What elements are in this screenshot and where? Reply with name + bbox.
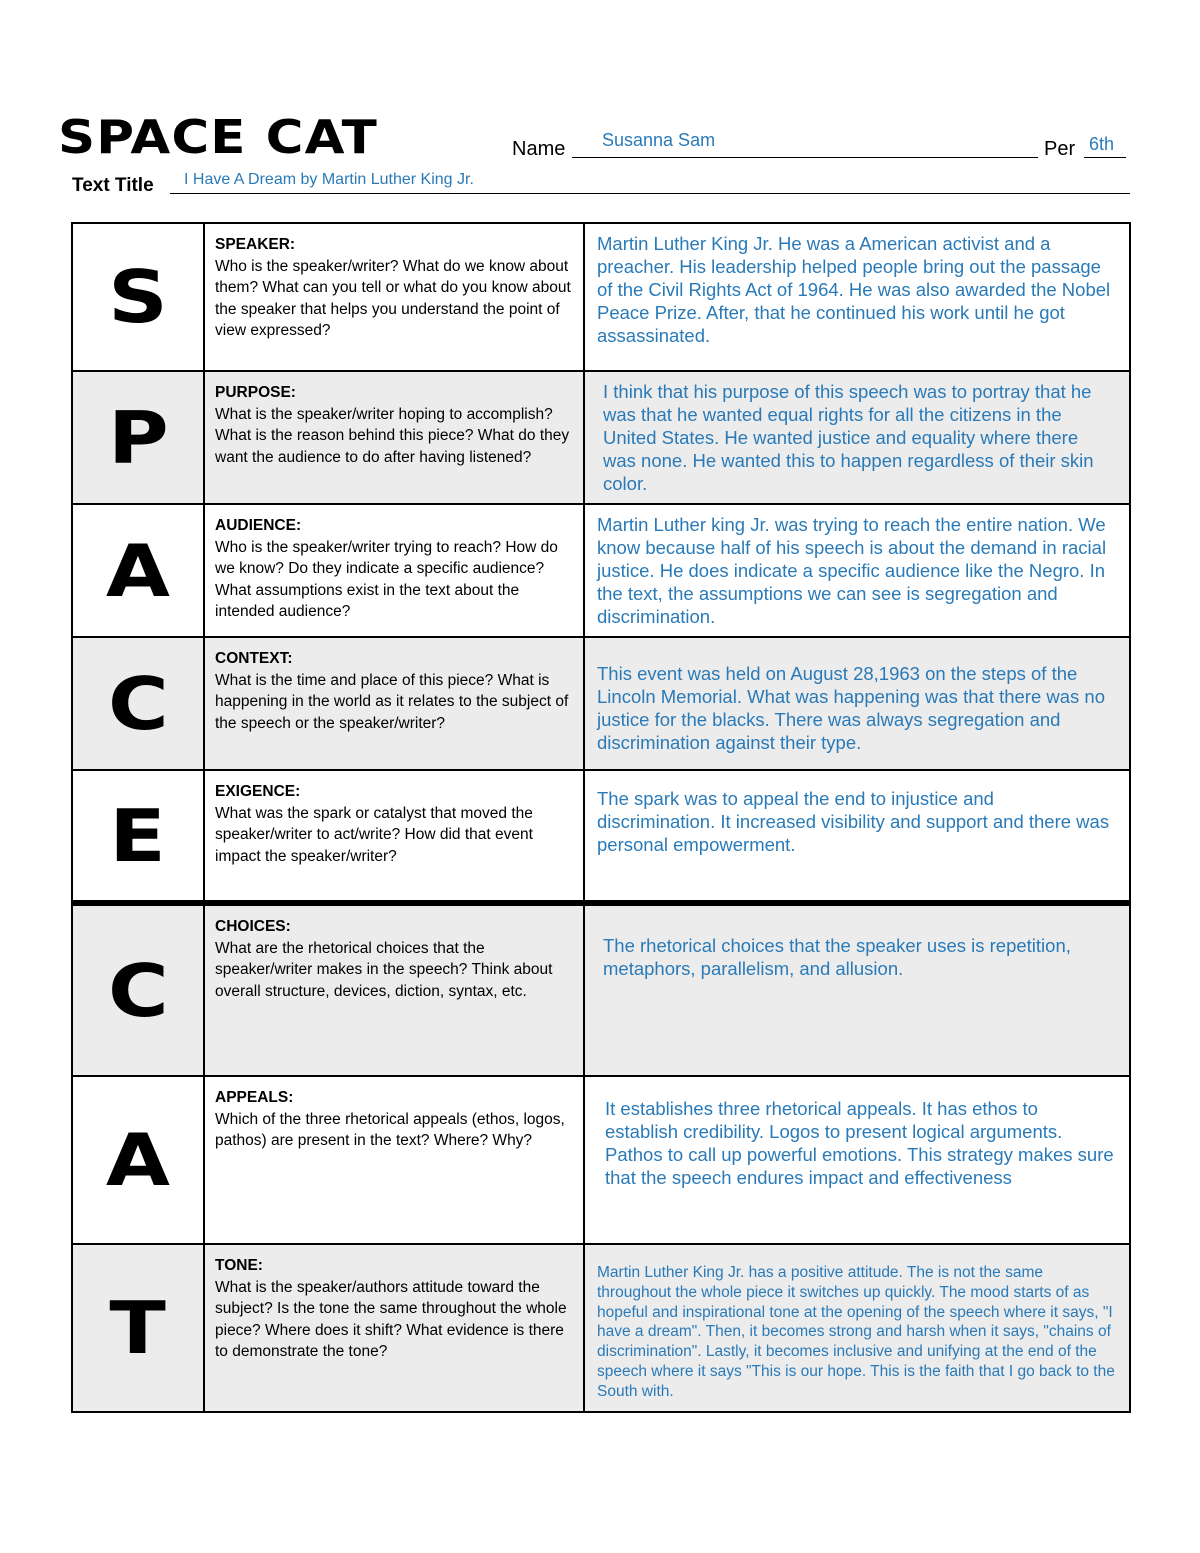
row-prompt xyxy=(204,371,584,504)
row-speaker xyxy=(72,223,1130,371)
row-answer[interactable]: This event was held on August 28,1963 on the steps of the Lincoln Memorial. What was happening was that there was no justice for the blacks. There was always segregation and discrimination against their type. xyxy=(584,637,1130,770)
row-prompt xyxy=(204,1244,584,1412)
period-label: Per xyxy=(1044,138,1076,160)
row-answer[interactable]: Martin Luther king Jr. was trying to reach the entire nation. We know because half of his speech is about the demand in racial justice. He does indicate a specific audience like the Negro. In the text, the assumptions we can see is segregation and discrimination. xyxy=(584,504,1130,637)
row-letter: A xyxy=(72,504,204,637)
row-answer[interactable]: I think that his purpose of this speech was to portray that he was that he wanted equal rights for all the citizens in the United States. He wanted justice and equality where there was none. He wanted this to happen regardless of their skin color. xyxy=(584,371,1130,504)
row-context xyxy=(72,637,1130,770)
row-question: What was the spark or catalyst that moved the speaker/writer to act/write? How did that event impact the speaker/writer? xyxy=(215,804,533,865)
row-exigence xyxy=(72,770,1130,903)
row-prompt xyxy=(204,637,584,770)
row-question: What is the speaker/writer hoping to accomplish? What is the reason behind this piece? What do they want the audience to do after having listened? xyxy=(215,405,570,466)
text-title-line xyxy=(170,193,1130,194)
row-question: What is the speaker/authors attitude toward the subject? Is the tone the same throughout the whole piece? Where does it shift? What evidence is there to demonstrate the tone? xyxy=(215,1278,567,1360)
row-choices xyxy=(72,903,1130,1076)
row-audience xyxy=(72,504,1130,637)
space-cat-logo: SPACE CAT xyxy=(58,110,378,164)
name-field[interactable]: Susanna Sam xyxy=(602,130,716,150)
row-answer[interactable]: Martin Luther King Jr. He was a American activist and a preacher. His leadership helped people bring out the passage of the Civil Rights Act of 1964. He was also awarded the Nobel Peace Prize. After, that he continued his work until he got assassinated. xyxy=(584,223,1130,371)
row-heading: PURPOSE: xyxy=(215,384,296,401)
row-heading: AUDIENCE: xyxy=(215,517,302,534)
text-title-label: Text Title xyxy=(72,175,154,196)
row-letter: S xyxy=(72,223,204,371)
row-heading: CONTEXT: xyxy=(215,650,293,667)
row-question: What are the rhetorical choices that the speaker/writer makes in the speech? Think about overall structure, devices, diction, syntax, etc. xyxy=(215,939,553,1000)
text-title-field[interactable]: I Have A Dream by Martin Luther King Jr. xyxy=(184,171,474,188)
row-heading: SPEAKER: xyxy=(215,236,296,253)
row-heading: TONE: xyxy=(215,1257,263,1274)
row-question: What is the time and place of this piece? What is happening in the world as it relates to the subject of the speech or the speaker/writer? xyxy=(215,671,569,732)
row-question: Who is the speaker/writer? What do we know about them? What can you tell or what do you know about the speaker that helps you understand the point of view expressed? xyxy=(215,257,571,339)
row-prompt xyxy=(204,770,584,903)
row-letter: P xyxy=(72,371,204,504)
row-heading: EXIGENCE: xyxy=(215,783,301,800)
row-letter: C xyxy=(72,637,204,770)
row-appeals xyxy=(72,1076,1130,1244)
period-field[interactable]: 6th xyxy=(1089,134,1115,154)
row-purpose xyxy=(72,371,1130,504)
row-heading: CHOICES: xyxy=(215,918,291,935)
row-answer[interactable]: The rhetorical choices that the speaker uses is repetition, metaphors, parallelism, and allusion. xyxy=(584,903,1130,1076)
row-prompt xyxy=(204,223,584,371)
row-prompt xyxy=(204,903,584,1076)
name-label: Name xyxy=(512,138,566,160)
name-line xyxy=(572,157,1038,158)
row-heading: APPEALS: xyxy=(215,1089,294,1106)
row-prompt xyxy=(204,1076,584,1244)
row-answer[interactable]: It establishes three rhetorical appeals. It has ethos to establish credibility. Logos to present logical arguments. Pathos to call up powerful emotions. This strategy makes sure that the speech endures impact and effectiveness xyxy=(584,1076,1130,1244)
row-answer[interactable]: Martin Luther King Jr. has a positive attitude. The is not the same throughout the whole piece it switches up quickly. The mood starts of as hopeful and inspirational tone at the opening of the speech where it says, "I have a dream". Then, it becomes strong and harsh when it says, "chains of discrimination". Lastly, it becomes inclusive and unifying at the end of the speech where it says "This is our hope. This is the faith that I go back to the South with. xyxy=(584,1244,1130,1412)
row-prompt xyxy=(204,504,584,637)
row-tone xyxy=(72,1244,1130,1412)
row-answer[interactable]: The spark was to appeal the end to injustice and discrimination. It increased visibility and support and there was personal empowerment. xyxy=(584,770,1130,903)
row-letter: C xyxy=(72,903,204,1076)
row-letter: E xyxy=(72,770,204,903)
row-letter: A xyxy=(72,1076,204,1244)
row-question: Who is the speaker/writer trying to reach? How do we know? Do they indicate a specific audience? What assumptions exist in the text about the intended audience? xyxy=(215,538,558,620)
space-cat-table xyxy=(71,222,1131,1413)
row-question: Which of the three rhetorical appeals (ethos, logos, pathos) are present in the text? Where? Why? xyxy=(215,1110,565,1149)
row-letter: T xyxy=(72,1244,204,1412)
period-line xyxy=(1084,157,1126,158)
